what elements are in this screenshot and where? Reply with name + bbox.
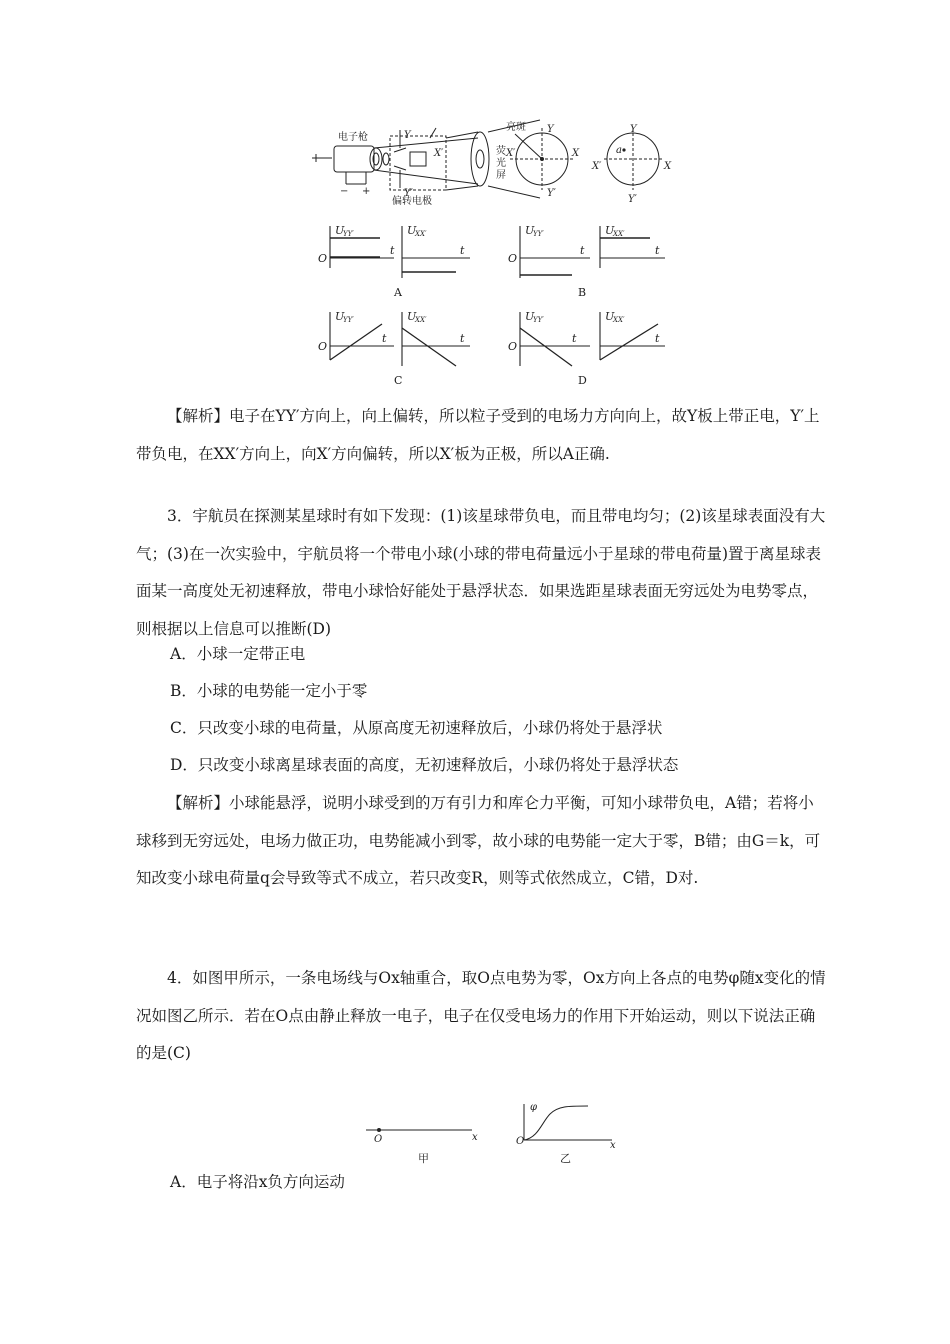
q3-option-c: C．只改变小球的电荷量，从原高度无初速释放后，小球仍将处于悬浮状 <box>170 719 663 737</box>
q3-option-b: B．小球的电势能一定小于零 <box>170 682 368 700</box>
graph-a2-u: U <box>407 224 417 237</box>
fig4-jia: 甲 <box>418 1152 429 1165</box>
label-deflect: 偏转电极 <box>392 196 432 207</box>
label-spot: 亮斑 <box>506 122 526 133</box>
graph-a-origin: O <box>318 252 328 265</box>
graph-d-u: U <box>525 310 535 323</box>
analysis-2: 【解析】电子在YY′方向上，向上偏转，所以粒子受到的电场力方向向上，故Y板上带正电，Y′上带负电，在XX′方向上，向X′方向偏转，所以X′板为正极，所以A正确. <box>136 407 820 463</box>
graph-b-t: t <box>580 244 585 257</box>
fig4-yi: 乙 <box>560 1152 571 1165</box>
graph-c-u: U <box>335 310 345 323</box>
graph-a2-t: t <box>460 244 465 257</box>
graph-label-b: B <box>578 286 587 299</box>
analysis-3: 【解析】小球能悬浮，说明小球受到的万有引力和库仑力平衡，可知小球带负电，A错；若将小球移到无穷远处，电场力做正功，电势能减小到零，故小球的电势能一定大于零，B错；由G＝k，可知改变小球电荷量q会导致等式不成立，若只改变R，则等式依然成立，C错，D对. <box>136 794 821 887</box>
q4-option-a: A．电子将沿x负方向运动 <box>170 1173 345 1191</box>
label-y: Y <box>404 130 411 141</box>
graph-b-u: U <box>525 224 535 237</box>
graph-a-t: t <box>390 244 395 257</box>
graph-d2-u: U <box>605 310 615 323</box>
q3-option-d: D．只改变小球离星球表面的高度，无初速释放后，小球仍将处于悬浮状态 <box>170 756 679 774</box>
label-minus: − <box>340 186 349 197</box>
fig4-phi: φ <box>530 1102 538 1113</box>
graph-b-usub: YY′ <box>533 230 544 238</box>
graph-d-usub: YY′ <box>533 316 544 324</box>
graph-d2-usub: XX′ <box>613 316 625 324</box>
graph-label-d: D <box>578 374 587 387</box>
q3-option-a: A．小球一定带正电 <box>170 645 306 663</box>
label-right-y: Y <box>630 124 637 135</box>
graph-b2-usub: XX′ <box>613 230 625 238</box>
potential-figure <box>360 1100 620 1170</box>
graph-a-u: U <box>335 224 345 237</box>
graph-c2-u: U <box>407 310 417 323</box>
graph-a-usub: YY′ <box>343 230 354 238</box>
label-right-x: X <box>664 161 672 172</box>
label-yp: Y′ <box>404 188 413 199</box>
label-screen-1: 荧 <box>496 146 506 157</box>
label-gun: 电子枪 <box>338 132 368 143</box>
graph-b-origin: O <box>508 252 518 265</box>
graph-b2-u: U <box>605 224 615 237</box>
label-plus: + <box>362 186 371 197</box>
answer-graphs <box>310 220 680 390</box>
label-right-xp: X′ <box>592 161 602 172</box>
graph-c2-t: t <box>460 332 465 345</box>
fig4-x1: x <box>472 1132 478 1143</box>
label-screen-x: X <box>572 148 580 159</box>
graph-c2-usub: XX′ <box>415 316 427 324</box>
fig4-o2: O <box>516 1136 525 1147</box>
graph-b2-t: t <box>655 244 660 257</box>
question-4: 4．如图甲所示，一条电场线与Ox轴重合，取O点电势为零，Ox方向上各点的电势φ随x变化的情况如图乙所示．若在O点由静止释放一电子，电子在仅受电场力的作用下开始运动，则以下说法正确的是(C) <box>136 969 826 1062</box>
graph-label-c: C <box>394 374 403 387</box>
question-3: 3．宇航员在探测某星球时有如下发现：(1)该星球带负电，而且带电均匀；(2)该星球表面没有大气；(3)在一次实验中，宇航员将一个带电小球(小球的带电荷量远小于星球的带电荷量)置于离星球表面某一高度处无初速释放，带电小球恰好能处于悬浮状态．如果选距星球表面无穷远处为电势零点，则根据以上信息可以推断(D) <box>136 507 826 638</box>
label-xp: X′ <box>434 148 444 159</box>
graph-a2-usub: XX′ <box>415 230 427 238</box>
graph-d-t: t <box>572 332 577 345</box>
label-right-yp: Y′ <box>628 194 637 205</box>
graph-label-a: A <box>394 286 402 299</box>
graph-d2-t: t <box>655 332 660 345</box>
label-screen-y: Y <box>547 124 554 135</box>
label-screen-xp: X′ <box>506 148 516 159</box>
fig4-x2: x <box>610 1140 616 1151</box>
oscilloscope-figure <box>310 118 690 218</box>
label-screen-2: 光 <box>496 158 506 169</box>
fig4-o1: O <box>374 1134 383 1145</box>
graph-c-t: t <box>382 332 387 345</box>
graph-c-usub: YY′ <box>343 316 354 324</box>
label-screen-yp: Y′ <box>547 188 556 199</box>
label-screen-3: 屏 <box>496 170 506 181</box>
graph-d-origin: O <box>508 340 518 353</box>
label-a: a <box>616 145 622 156</box>
graph-c-origin: O <box>318 340 328 353</box>
